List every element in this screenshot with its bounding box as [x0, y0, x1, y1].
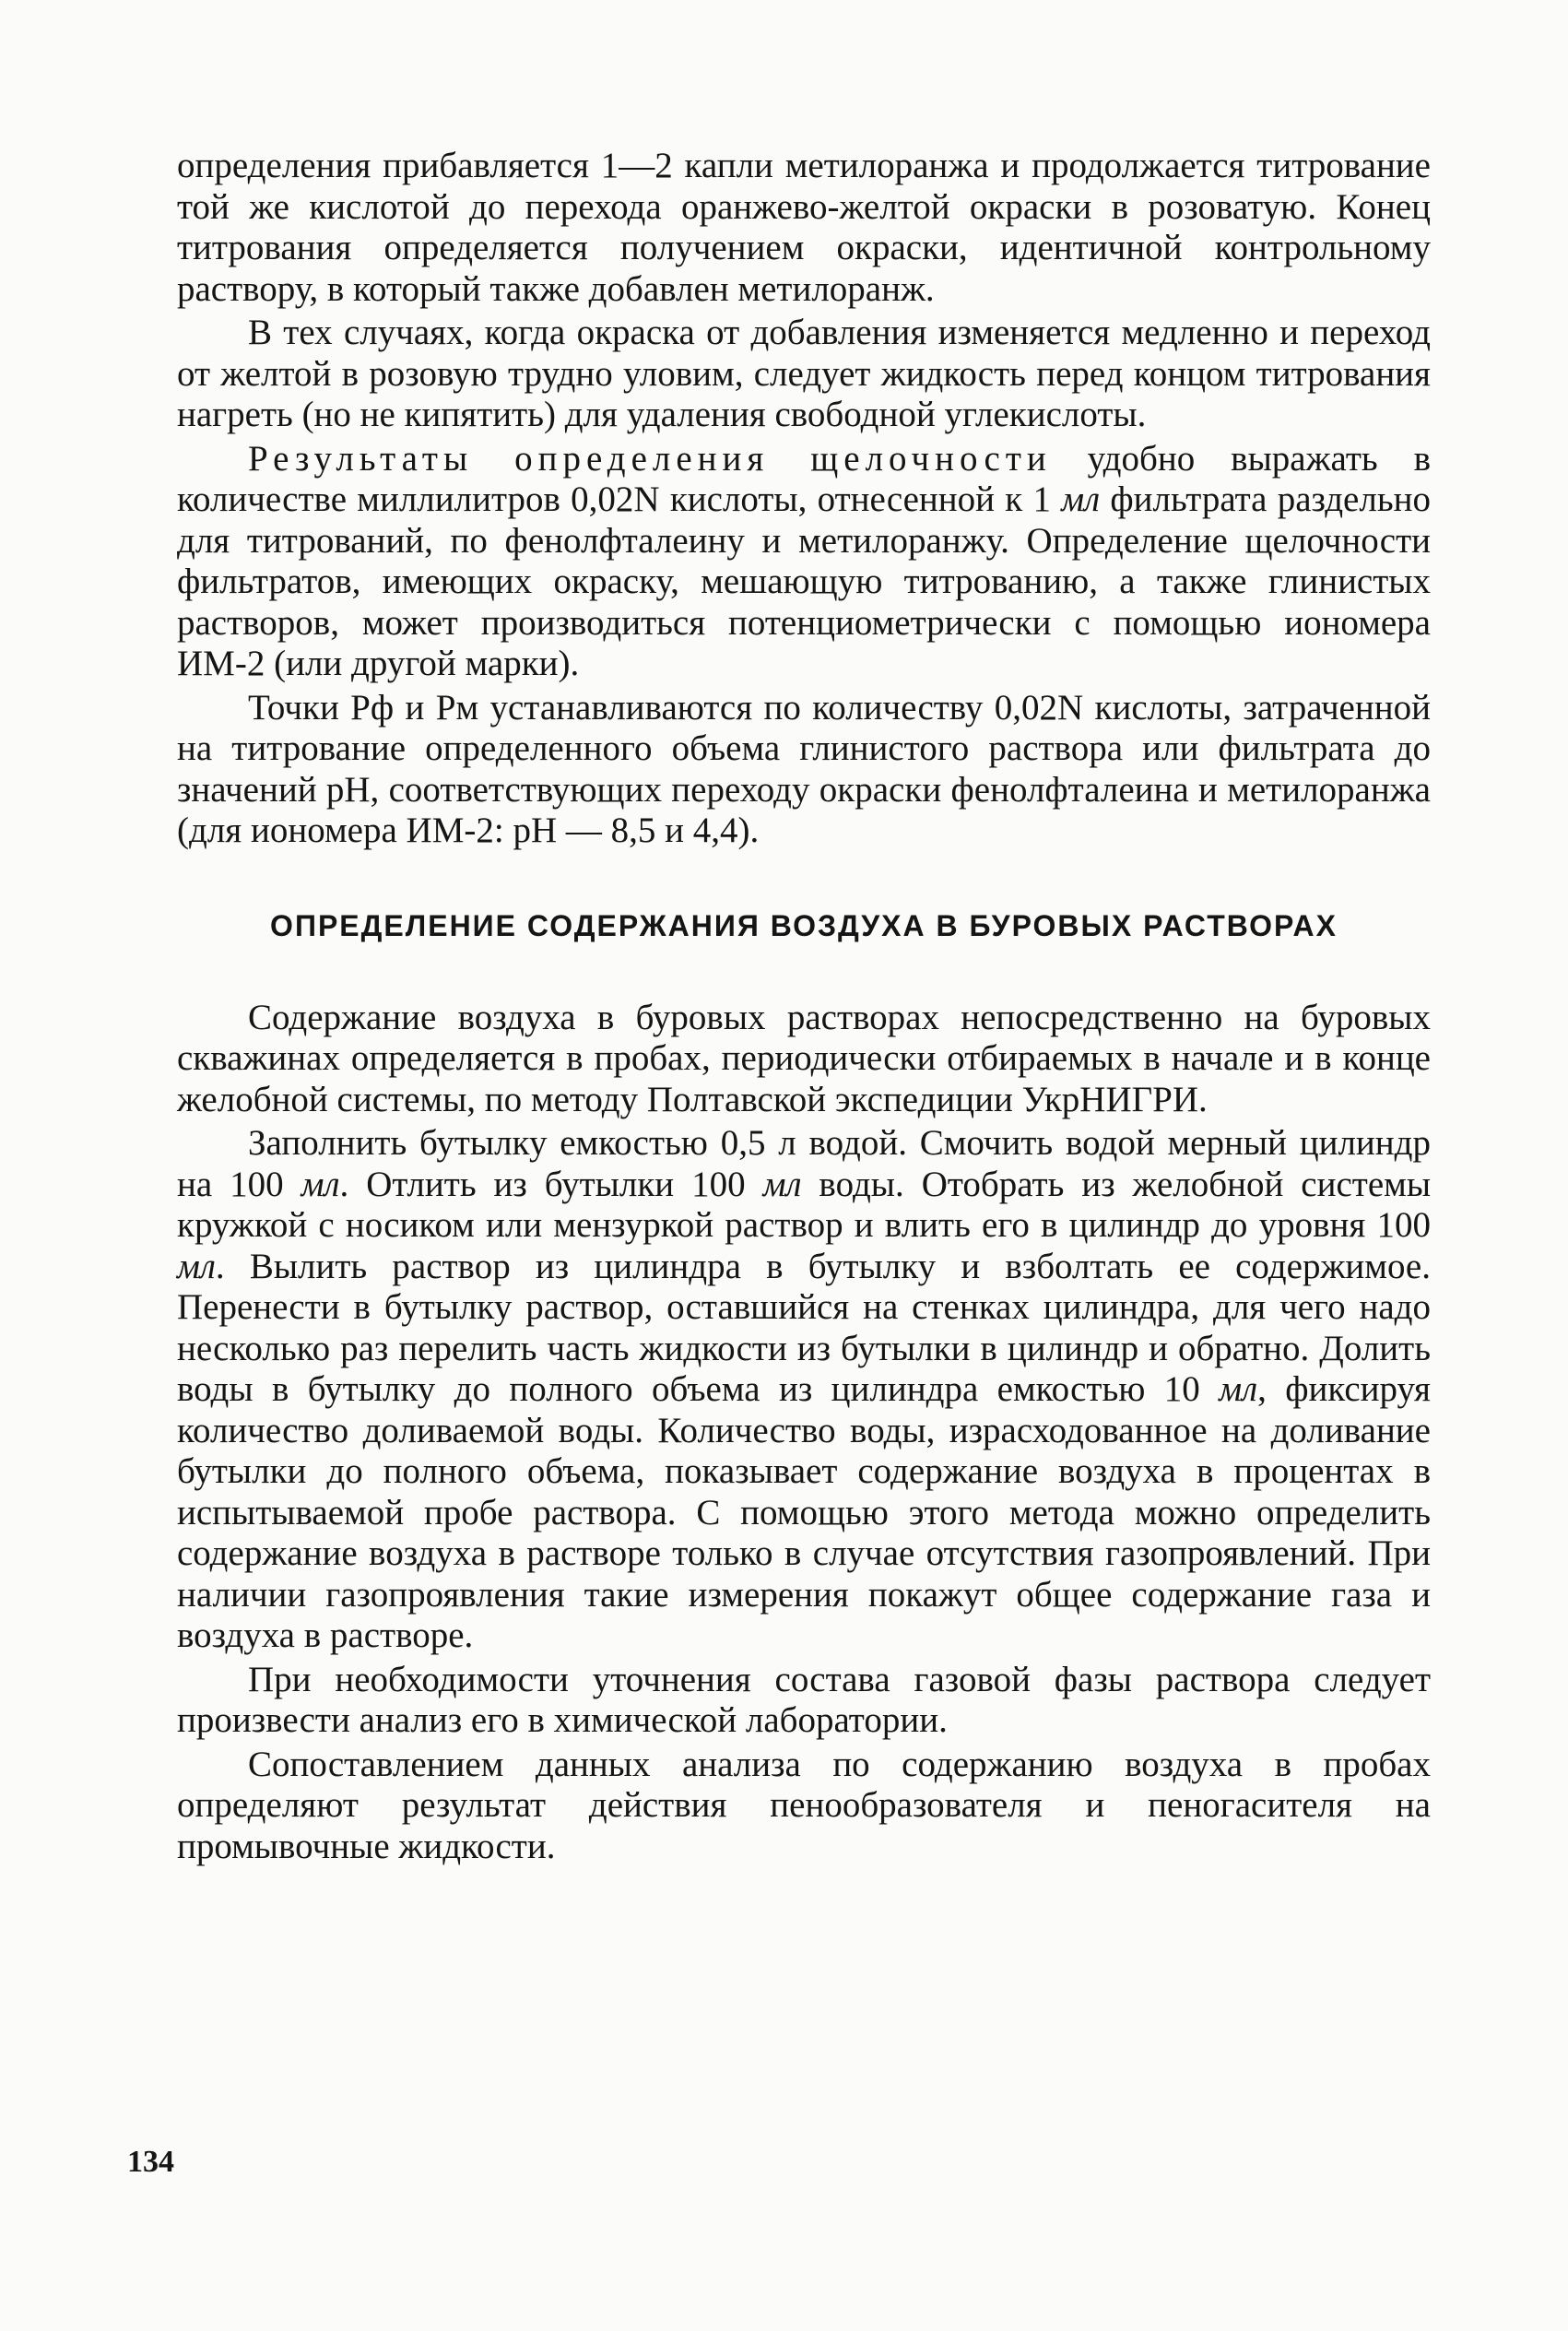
body-text — [177, 146, 1431, 1870]
paragraph-rf-rm-points: Точки Рф и Рм устанавливаются по количеству 0,02N кислоты, затраченной на титрование определенного объема глинистого раствора или фильтрата до значений pH, соответствующих переходу окраски фенолфталеина и метилоранжа (для иономера ИМ-2: pH — 8,5 и 4,4). — [177, 687, 1431, 850]
text-run: удобно выражать в количестве миллилитров 0,02N кислоты, отнесенной к 1 — [177, 438, 1431, 519]
paragraph-titration-end: определения прибавляется 1—2 капли метилоранжа и продолжается титрование той же кислотой до перехода оранжево-желтой окраски в розоватую. Конец титрования определяется получением окраски, идентичной контрольному раствору, в который также добавлен метилоранж. — [177, 146, 1431, 309]
section-heading: ОПРЕДЕЛЕНИЕ СОДЕРЖАНИЯ ВОЗДУХА В БУРОВЫХ РАСТВОРАХ — [270, 908, 1338, 942]
text-run: воды. Отобрать из желобной системы кружкой с носиком или мензуркой раствор и влить его в цилиндр до уровня 100 — [177, 1164, 1432, 1245]
unit-ml: мл — [1061, 479, 1101, 519]
text-run: , фиксируя количество доливаемой воды. Количество воды, израсходованное на доливание бутылки до полного объема, показывает содержание воздуха в процентах в испытываемой пробе раствора. С помощью этого метода можно определить содержание воздуха в растворе только в случае отсутствия газопроявлений. При наличии газопроявления такие измерения покажут общее содержание газа и воздуха в растворе. — [177, 1369, 1431, 1655]
unit-ml: мл — [301, 1164, 340, 1204]
unit-ml: мл — [1219, 1369, 1258, 1409]
text-run: . Отлить из бутылки 100 — [339, 1164, 763, 1204]
page-number: 134 — [127, 2145, 174, 2179]
text-run: Заполнить бутылку емкостью 0,5 л водой. Смочить водой мерный цилиндр на 100 — [177, 1123, 1431, 1204]
paragraph-alkalinity-results — [177, 439, 1431, 685]
paragraph-gas-phase-analysis: При необходимости уточнения состава газовой фазы раствора следует произвести анализ его в химической лаборатории. — [177, 1659, 1431, 1740]
paragraph-slow-color-change: В тех случаях, когда окраска от добавления изменяется медленно и переход от желтой в розовую трудно уловим, следует жидкость перед концом титрования нагреть (но не кипятить) для удаления свободной углекислоты. — [177, 313, 1431, 434]
unit-ml: мл — [177, 1246, 216, 1286]
text-run: фильтрата раздельно для титрований, по фенолфталеину и метилоранжу. Определение щелочности фильтратов, имеющих окраску, мешающую титрованию, а также глинистых растворов, может производиться потенциометрически с помощью иономера ИМ-2 (или другой марки). — [177, 479, 1431, 683]
text-run: . Вылить раствор из цилиндра в бутылку и взболтать ее содержимое. Перенести в бутылку раствор, оставшийся на стенках цилиндра, для чего надо несколько раз перелить часть жидкости из бутылки в цилиндр и обратно. Долить воды в бутылку до полного объема из цилиндра емкостью 10 — [177, 1246, 1431, 1409]
paragraph-air-content-intro: Содержание воздуха в буровых растворах непосредственно на буровых скважинах определяется в пробах, периодически отбираемых в начале и в конце желобной системы, по методу Полтавской экспедиции УкрНИГРИ. — [177, 997, 1431, 1119]
paragraph-bottle-procedure — [177, 1123, 1431, 1657]
unit-ml: мл — [762, 1164, 802, 1204]
paragraph-comparison: Сопоставлением данных анализа по содержанию воздуха в пробах определяют результат действия пенообразователя и пеногасителя на промывочные жидкости. — [177, 1744, 1431, 1866]
spaced-emphasis: Результаты определения щелочности — [248, 438, 1052, 479]
